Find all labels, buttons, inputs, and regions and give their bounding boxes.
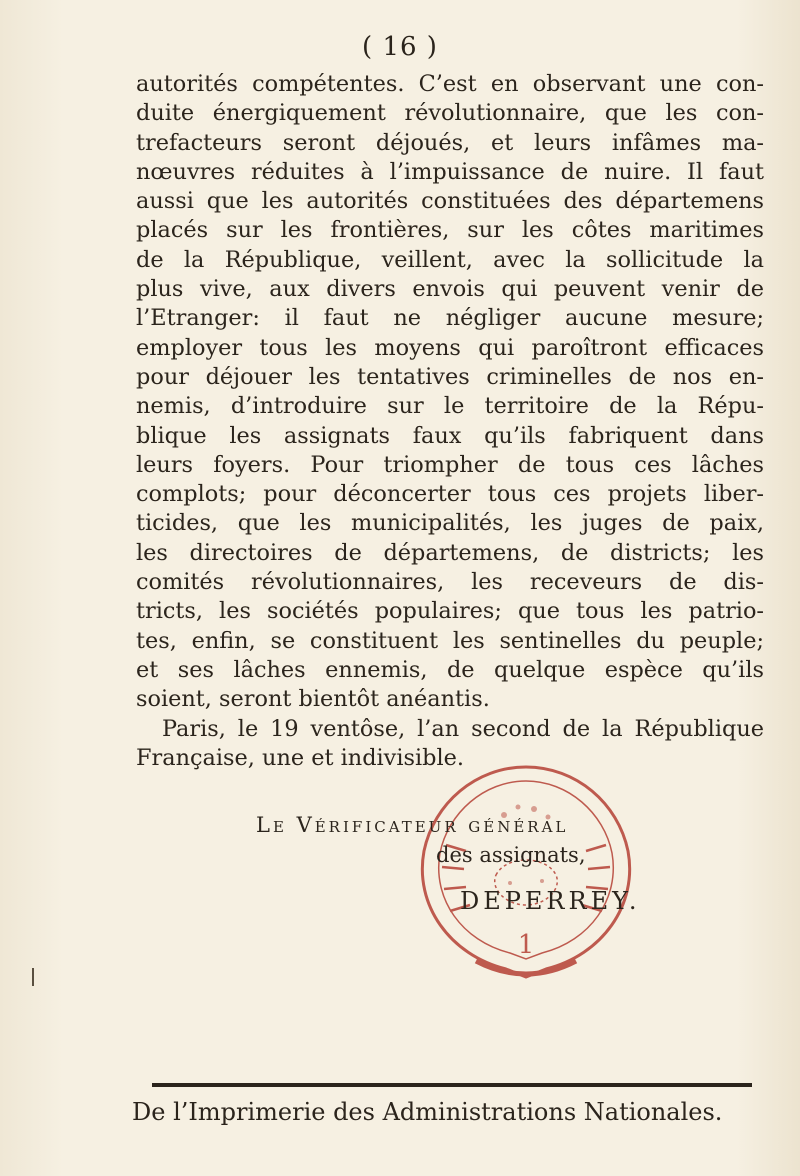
margin-mark [32,968,34,986]
official-stamp-icon [406,755,646,985]
text-line: trefacteurs seront déjoués, et leurs infâmes ma- [136,129,764,156]
horizontal-rule [152,1083,752,1087]
text-line: comités révolutionnaires, les receveurs de dis- [136,569,764,596]
text-line: les directoires de départemens, de districts; les [136,539,764,566]
text-line: aussi que les autorités constituées des départemens [136,188,764,215]
text-line: et ses lâches ennemis, de quelque espèce qu’ils [136,656,764,683]
text-line: employer tous les moyens qui paroîtront efficaces [136,334,764,361]
text-line: nœuvres réduites à l’impuissance de nuire. Il faut [136,158,764,185]
text-line: tricts, les sociétés populaires; que tous les patrio- [136,598,764,625]
signature-block [226,805,726,995]
text-line: de la République, veillent, avec la sollicitude la [136,246,764,273]
page-number: ( 16 ) [362,32,438,62]
text-line: duite énergiquement révolutionnaire, que les con- [136,100,764,127]
printer-imprint: De l’Imprimerie des Administrations Nationales. [132,1098,723,1126]
text-line: complots; pour déconcerter tous ces projets liber- [136,481,764,508]
text-line: leurs foyers. Pour triompher de tous ces lâches [136,451,764,478]
signatory-name: DEPERREY. [460,887,641,915]
text-line: ticides, que les municipalités, les juges de paix, [136,510,764,537]
text-line: tes, enfin, se constituent les sentinelles du peuple; [136,627,764,654]
text-line: soient, seront bientôt anéantis. [136,686,490,713]
text-line: nemis, d’introduire sur le territoire de la Répu- [136,393,764,420]
text-line: autorités compétentes. C’est en observant une con- [136,71,764,97]
body-text [136,70,764,773]
dateline-continued: Française, une et indivisible. [136,744,465,771]
text-line: plus vive, aux divers envois qui peuvent venir de [136,276,764,303]
stamp-number: 1 [517,930,535,960]
text-line: placés sur les frontières, sur les côtes maritimes [136,217,764,244]
signature-title: Le Vérificateur général [256,813,569,837]
text-line: l’Etranger: il faut ne négliger aucune mesure; [136,305,764,332]
dateline: Paris, le 19 ventôse, l’an second de la République [162,715,764,742]
signature-subtitle: des assignats, [436,843,586,867]
text-line: pour déjouer les tentatives criminelles de nos en- [136,363,764,390]
text-line: blique les assignats faux qu’ils fabriquent dans [136,422,764,449]
